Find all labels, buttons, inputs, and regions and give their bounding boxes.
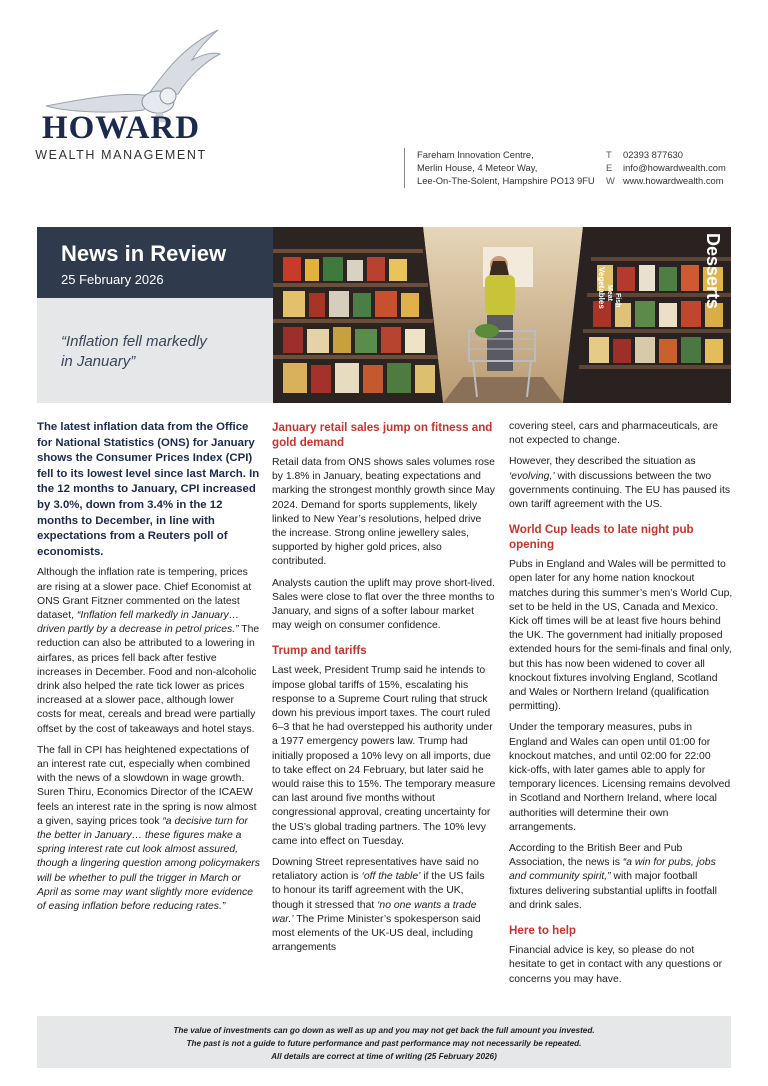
- column-3: [509, 420, 733, 994]
- text-run: Downing Street representatives have said no retaliatory action is: [272, 857, 479, 883]
- issue-date: 25 February 2026: [61, 272, 164, 287]
- aisle-label-fish: Fish: [614, 293, 621, 308]
- quote-run: “Inflation fell markedly in January… driven partly by a decrease in petrol prices.”: [37, 609, 240, 636]
- text-run: The fall in CPI has heightened expectations of an interest rate cut, especially when combined with the news of a slowdown in wage growth. Suren Thiru, Economics Director of the ICAEW feels an interest rate in the spring is now almost a given, saying prices took: [37, 744, 257, 827]
- pull-quote-line: “Inflation fell markedly: [61, 333, 207, 350]
- contact-key-phone: T: [606, 149, 612, 160]
- text-run: The Prime Minister’s spokesperson said most elements of the UK-US deal, including arrangements: [272, 913, 481, 954]
- text-run: According to the British Beer and Pub Association, the news is: [509, 843, 683, 869]
- column-1: [37, 420, 261, 921]
- section-heading: World Cup leads to late night pub opening: [509, 523, 694, 552]
- address-line: Merlin House, 4 Meteor Way,: [417, 162, 538, 173]
- address-line: Fareham Innovation Centre,: [417, 149, 534, 160]
- body-paragraph: [509, 455, 733, 512]
- contact-block: [606, 148, 726, 187]
- body-paragraph: Under the temporary measures, pubs in England and Wales can open until 01:00 for knockout matches, and until 02:00 for 22:00 kick-offs, with later games able to apply for temporary licences. Licensing remains devolved in Scotland and Northern Ireland, where local authorities will determine their own arrangements.: [509, 722, 731, 833]
- contact-phone[interactable]: 02393 877630: [623, 149, 683, 160]
- body-paragraph: [37, 566, 261, 736]
- body-paragraph: Analysts caution the uplift may prove short-lived. Sales were close to flat over the three months to January, and signs of a softer labour market may weigh on consumer confidence.: [272, 577, 495, 632]
- supermarket-photo: [273, 227, 731, 403]
- body-paragraph: Financial advice is key, so please do not hesitate to get in contact with any questions or concerns you may have.: [509, 945, 723, 985]
- text-run: if the US fails to honour its tariff agreement with the UK, though it stressed that: [272, 871, 485, 911]
- section-heading: Trump and tariffs: [272, 644, 367, 658]
- text-run: with major football fixtures delivering substantial uplifts in footfall and drink sales.: [509, 871, 717, 911]
- address-line: Lee-On-The-Solent, Hampshire PO13 9FU: [417, 175, 595, 186]
- disclaimer-footer: [37, 1016, 731, 1068]
- body-paragraph: Last week, President Trump said he intends to impose global tariffs of 15%, escalating his response to a Supreme Court ruling that struck down his previous import taxes. The court ruled 6–3 that he had overstepped his authority under a 1977 emergency powers law. Trump had initially proposed a 10% levy on all imports, due to take effect on 24 February, but later said he would raise this to 15%. The temporary measure can last around five months without congressional approval, creating uncertainty for the US’s global trading partners. The 10% levy came into effect on Tuesday.: [272, 665, 496, 847]
- page-title: News in Review: [61, 241, 227, 266]
- quote-run: “a win for pubs, jobs and community spirit,”: [509, 857, 716, 883]
- disclaimer-line: The past is not a guide to future performance and past performance may not necessarily be repeated.: [186, 1039, 582, 1048]
- text-run: Although the inflation rate is tempering, prices are rising at a slower pace. Chief Economist at ONS Grant Fitzner commented on the latest dataset,: [37, 567, 252, 621]
- section-heading: January retail sales jump on fitness and gold demand: [272, 421, 493, 449]
- aisle-label-desserts: Desserts: [703, 233, 723, 310]
- quote-run: ‘no one wants a trade war.’: [272, 899, 477, 925]
- disclaimer-line: All details are correct at time of writing (25 February 2026): [271, 1052, 497, 1061]
- text-run: The reduction can also be attributed to a lowering in airfares, as prices fell back after festive increases in December. Food and non-alcoholic drink also helped the rate tick lower as prices increased at a slower pace, although lower costs for meat, cereals and bread were partially offset by the cost of takeaways and hotel stays.: [37, 624, 260, 735]
- disclaimer-line: The value of investments can go down as well as up and you may not get back the full amount you invested.: [173, 1026, 595, 1035]
- body-paragraph: Retail data from ONS shows sales volumes rose by 1.8% in January, beating expectations and marking the strongest monthly growth since May 2024. Demand for sports supplements, likely linked to New Year’s resolutions, helped drive the increase. Strong online jewellery sales, supported by higher gold prices, also contributed.: [272, 457, 495, 568]
- pull-quote-line: in January”: [61, 353, 136, 370]
- quote-run: ‘off the table’: [361, 871, 421, 883]
- contact-key-web: W: [606, 175, 615, 186]
- supermarket-illustration: [273, 227, 731, 403]
- aisle-label-vegetables: Vegetables: [597, 267, 606, 309]
- body-paragraph: [272, 856, 496, 955]
- lead-paragraph: The latest inflation data from the Office for National Statistics (ONS) for January shows the Consumer Prices Index (CPI) fell to its lowest level since last March. In the 12 months to January, CPI increased by 3.0%, down from 3.4% in the 12 months to December, in line with expectations from a Reuters poll of economists.: [37, 421, 260, 558]
- contact-website[interactable]: www.howardwealth.com: [623, 175, 724, 186]
- column-2: [272, 420, 496, 963]
- body-paragraph: [37, 744, 261, 914]
- body-paragraph: covering steel, cars and pharmaceuticals, are not expected to change.: [509, 421, 719, 447]
- pull-quote-box: [37, 298, 273, 403]
- text-run: However, they described the situation as: [509, 456, 696, 468]
- owl-logo: [38, 26, 238, 186]
- aisle-label-meat: Meat: [606, 285, 613, 301]
- quote-run: ‘evolving,’: [509, 470, 555, 482]
- news-in-review-box: [37, 227, 273, 298]
- brand-name: HOWARD: [41, 110, 201, 146]
- pull-quote: [61, 332, 207, 372]
- address-block: [404, 148, 595, 188]
- contact-email[interactable]: info@howardwealth.com: [623, 162, 726, 173]
- body-paragraph: Pubs in England and Wales will be permitted to open later for any home nation knockout matches during this summer’s men’s World Cup, set to be held in the US, Canada and Mexico. Kick off times will be at least five hours behind the UK. The government had initially proposed extended hours for the semi-finals and final only, but this has now been widened to cover all knockout fixtures involving England, Scotland and Wales or Northern Ireland (qualification permitting).: [509, 559, 733, 713]
- section-heading: Here to help: [509, 924, 576, 938]
- text-run: with discussions between the two governments continuing. The EU has paused its own tariff agreement with the US.: [509, 470, 731, 511]
- contact-key-email: E: [606, 162, 613, 173]
- body-paragraph: [509, 842, 733, 913]
- quote-run: “a decisive turn for the better in January… these figures make a spring interest rate cut look almost assured, though a lingering question among policymakers will be whether to pull the trigger in March or April as some may want slightly more evidence of easing inflation before reducing rates.”: [37, 815, 260, 913]
- brand-subtitle: WEALTH MANAGEMENT: [35, 148, 207, 162]
